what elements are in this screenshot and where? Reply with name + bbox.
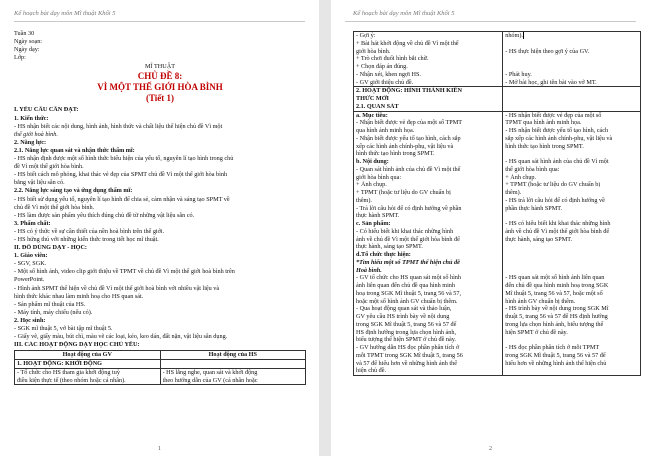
- cell-line: trong lựa chọn hình ảnh, biểu tượng thể: [505, 320, 604, 328]
- cell-line: - HS thực hiện theo gợi ý của GV.: [505, 47, 590, 55]
- section-2-1-heading: 2.1. QUAN SÁT: [356, 102, 399, 110]
- meta-line: Ngày soạn:: [14, 38, 43, 46]
- text-line: PowerPoint.: [14, 276, 45, 284]
- text-line: hình thức khác nhau làm minh hoạ cho HS quan sát.: [14, 292, 144, 300]
- cell-line: mỗi TPMT trong SGK Mĩ thuật 5, trang 56: [356, 351, 463, 359]
- cell-line: - Nhận biết được vẻ đẹp của một số TPMT: [356, 119, 463, 127]
- cell-line: xếp các hình ảnh chính-phụ, vật liệu và: [356, 142, 454, 150]
- cell-line: hiện chủ đề.: [356, 367, 387, 375]
- cell-line: trong SGK Mĩ thuật 5, trang 56 và 57 để: [505, 351, 606, 359]
- text-line: - Một số hình ảnh, video clip giới thiệu về TPMT về chủ đề Vì một thế giới hoà bình trên: [14, 268, 235, 276]
- text-line: I. YÊU CẦU CẦN ĐẠT:: [14, 106, 79, 114]
- cell-line: + TPMT (hoặc tư liệu do GV chuẩn bị: [505, 181, 601, 189]
- student-warmup-cell: [503, 32, 641, 87]
- cell-line: hình ảnh GV chuẩn bị thêm.: [505, 297, 576, 305]
- cell-line: [505, 251, 638, 259]
- cell-line: thực hành SPMT.: [356, 212, 400, 220]
- cell-line: theo hướng dẫn của GV (cá nhân hoặc: [162, 376, 258, 384]
- page-number: 2: [489, 446, 492, 452]
- text-line: chủ đề Vì một thế giới hòa bình.: [14, 203, 95, 211]
- page-1-body: [14, 30, 306, 385]
- cell-line: [505, 259, 638, 267]
- cell-line: - HS trình bày về nội dung trong SGK Mĩ: [505, 305, 609, 313]
- cell-line: *Tìm hiểu một số TPMT thể hiện chủ đề: [356, 258, 460, 266]
- cell-line: - Quan sát hình ảnh của chủ đề Vì một thế: [356, 165, 461, 173]
- text-line: 1. Kiến thức:: [14, 114, 49, 122]
- cell-line: - Trả lời câu hỏi để có định hướng về phần: [356, 204, 462, 212]
- cell-line: a. Mục tiêu:: [356, 111, 388, 119]
- cell-line: + Ảnh chụp.: [356, 181, 387, 189]
- text-cursor: [523, 32, 524, 39]
- cell-line: + Ảnh chụp.: [505, 173, 537, 181]
- cell-line: - Mở bài học, ghi tên bài vào vở MT.: [505, 78, 597, 86]
- cell-line: hoặc một số hình ảnh GV chuẩn bị thêm.: [356, 297, 458, 305]
- cell-line: - HS lắng nghe, quan sát và khởi động: [162, 368, 258, 376]
- activity-table-continued: [353, 31, 641, 376]
- text-line: - HS nhận định được một số hình thức biểu hiện của yếu tố, nguyên lí tạo hình trong chủ: [14, 155, 234, 163]
- cell-line: ảnh về chủ đề Vì một thế giới hòa bình để: [356, 235, 460, 243]
- text-line: - HS biết sử dụng yếu tố, nguyên lí tạo hình để chia sẻ, cảm nhận và sáng tạo SPMT về: [14, 195, 230, 203]
- text-line: - HS nhận biết các nội dung, hình ảnh, hình thức và chất liệu thể hiện chủ đề Vì một: [14, 122, 223, 130]
- cell-line: - GV hướng dẫn HS đọc phần phân tích ở: [356, 344, 460, 351]
- cell-line: - HS đọc phần phân tích ở mỗi TPMT: [505, 344, 600, 351]
- cell-line: - HS quan sát một số hình ảnh liên quan: [505, 274, 605, 282]
- text-line: - SGV, SGK.: [14, 260, 47, 268]
- cell-line: - GV giới thiệu chủ đề.: [356, 78, 414, 86]
- cell-line: sắp xếp các hình ảnh chính-phụ, vật liệu và: [505, 134, 613, 142]
- text-line: - SGK mĩ thuật 5, vở bài tập mĩ thuật 5.: [14, 325, 113, 332]
- cell-line: + Bài hát khởi động về chủ đề Vì một thế: [356, 39, 459, 47]
- cell-line: hiện SPMT ở chủ đề này.: [505, 328, 568, 336]
- cell-line: [505, 267, 638, 275]
- text-line: 2.2. Năng lực sáng tạo và ứng dụng thẩm mĩ:: [14, 187, 133, 195]
- meta-line: Ngày dạy:: [14, 46, 40, 54]
- student-activity-cell: [160, 368, 306, 385]
- cell-line: giới hòa bình.: [356, 47, 391, 55]
- section-2-heading-cont: THỨC MỚI: [356, 95, 389, 102]
- text-line: III. CÁC HOẠT ĐỘNG DẠY HỌC CHỦ YẾU:: [14, 341, 140, 349]
- cell-line: - HS quan sát hình ảnh của chủ đề Vì một: [505, 158, 609, 165]
- cell-line: b. Nội dung:: [356, 158, 389, 165]
- cell-line: - Nhận biết được yếu tố tạo hình, cách sắp: [356, 134, 461, 142]
- text-line: II. ĐỒ DÙNG DẠY - HỌC:: [14, 244, 87, 252]
- lesson-period: (Tiết 1): [145, 93, 175, 104]
- subject-label: MĨ THUẬT: [145, 63, 175, 71]
- cell-line: - HS trả lời câu hỏi để có định hướng về: [505, 196, 605, 204]
- cell-line: thực hành, sáng tạo SPMT.: [505, 235, 573, 243]
- cell-line: nhóm).: [505, 32, 523, 39]
- text-line: 2.1. Năng lực quan sát và nhận thức thẩm mĩ:: [14, 146, 135, 154]
- cell-line: - Nhận xét, khen ngợi HS.: [356, 70, 421, 78]
- cell-line: + Chọn đáp án đúng.: [356, 63, 408, 70]
- text-line: 2. Năng lực:: [14, 138, 47, 146]
- document-page-2: [331, 0, 650, 456]
- text-line: 3. Phẩm chất:: [14, 219, 51, 227]
- student-observe-cell: [503, 111, 641, 376]
- cell-line: và 57 để hiểu hơn về những hình ảnh thể: [356, 359, 457, 367]
- cell-line: Mĩ thuật 5, trang 56 và 57, hoặc một số: [505, 289, 603, 297]
- teacher-warmup-cell: [354, 32, 503, 87]
- cell-line: thực hành, sáng tạo SPMT.: [356, 243, 423, 251]
- cell-line: [505, 40, 638, 48]
- cell-line: hình thức tạo hình trong SPMT.: [356, 150, 435, 158]
- section-heading-cell: [354, 87, 503, 111]
- cell-line: thế giới hòa bình qua:: [505, 165, 560, 173]
- teacher-activity-cell: [15, 368, 161, 385]
- meta-line: Tuần 30: [14, 30, 35, 37]
- cell-line: thuật 5, trang 56 và 57 để HS định hướng: [505, 313, 608, 320]
- section-2-heading: 2. HOẠT ĐỘNG: HÌNH THÀNH KIẾN: [356, 87, 463, 95]
- table-header-gv: Hoạt động của GV: [15, 351, 161, 360]
- cell-line: ảnh liên quan đến chủ đề qua hình minh: [356, 282, 455, 289]
- cell-line: - Phát huy.: [505, 70, 532, 78]
- cell-line: HS định hướng trong lựa chọn hình ảnh,: [356, 328, 457, 336]
- text-line: - Máy tính, máy chiếu (nếu có).: [14, 308, 93, 316]
- cell-line: d.Tổ chức thực hiện:: [356, 251, 411, 258]
- cell-line: [505, 212, 638, 220]
- cell-line: phần thực hành SPMT.: [505, 204, 563, 212]
- text-line: 2. Học sinh:: [14, 316, 46, 324]
- text-line: - Hình ảnh SPMT thể hiện về chủ đề Vì một thế giới hoà bình với nhiều vật liệu và: [14, 284, 220, 292]
- page-header: Kế hoạch bài dạy môn Mĩ thuật Khối 5: [14, 10, 116, 17]
- cell-line: - Gợi ý:: [356, 32, 376, 39]
- cell-line: TPMT qua hình ảnh minh họa.: [505, 119, 582, 127]
- cell-line: - HS nhận biết được vẻ đẹp của một số: [505, 111, 602, 119]
- cell-line: trong SGK Mĩ thuật 5, trang 56 và 57 để: [356, 320, 457, 328]
- cell-line: [505, 63, 638, 71]
- cell-line: Hoà bình.: [356, 266, 382, 274]
- cell-line: GV yêu cầu HS trình bày về nội dung: [356, 313, 450, 320]
- cell-line: hình thức tạo hình trong SPMT.: [505, 142, 584, 150]
- cell-line: + Trò chơi đuổi hình bắt chữ.: [356, 55, 429, 63]
- text-line: đề Vì một thế giới hòa bình.: [14, 163, 84, 171]
- header-divider: [345, 21, 636, 22]
- cell-line: + TPMT (hoặc tư liệu do GV chuẩn bị: [356, 189, 451, 196]
- header-divider: [14, 21, 305, 22]
- meta-line: Lớp:: [14, 54, 26, 62]
- activity-table: [14, 350, 306, 385]
- cell-line: thêm).: [505, 189, 522, 196]
- text-line: - HS làm được sản phẩm yêu thích đúng chủ đề từ những vật liệu sẵn có.: [14, 211, 195, 219]
- activity-heading: 1. HOẠT ĐỘNG: KHỞI ĐỘNG: [15, 360, 161, 369]
- lesson-title: VÌ MỘT THẾ GIỚI HÒA BÌNH: [97, 82, 223, 93]
- cell-line: - Tổ chức cho HS tham gia khởi động tuỳ: [17, 368, 120, 376]
- lesson-content: [14, 106, 306, 349]
- cell-line: qua hình ảnh minh họa.: [356, 127, 415, 134]
- page-number: 1: [158, 446, 161, 452]
- text-line: - Sản phẩm mĩ thuật của HS.: [14, 300, 86, 308]
- document-page-1: [0, 0, 319, 456]
- text-line: thế giới hoà bình.: [14, 130, 58, 138]
- cell-line: biểu tượng thể hiện SPMT ở chủ đề này.: [356, 336, 456, 344]
- cell-line: [505, 150, 638, 158]
- cell-line: - Có hiểu biết khi khai thác những hình: [356, 227, 454, 235]
- cell-line: - HS có hiểu biết khi khai thác những hình: [505, 220, 611, 227]
- cell-line: thêm).: [356, 196, 372, 204]
- cell-line: - GV tổ chức cho HS quan sát một số hình: [356, 274, 461, 282]
- cell-line: [505, 336, 638, 344]
- text-line: bằng vật liệu sẵn có.: [14, 179, 65, 187]
- cell-line: c. Sản phẩm:: [356, 220, 391, 227]
- text-line: - HS có ý thức về sự cần thiết của nền hoà bình trên thế giới.: [14, 227, 165, 235]
- cell-line: - HS nhận biết được yếu tố tạo hình, cách: [505, 127, 609, 134]
- teacher-observe-cell: [354, 111, 503, 376]
- cell-line: ảnh về chủ đề Vì một thế giới hòa bình để: [505, 227, 610, 235]
- text-line: 1. Giáo viên:: [14, 252, 48, 260]
- table-header-hs: Hoạt động của HS: [160, 351, 306, 360]
- cell-line: hoạ trong SGK Mĩ thuật 5, trang 56 và 57,: [356, 289, 462, 297]
- lesson-meta: [14, 30, 306, 62]
- cell-line: giới hòa bình qua:: [356, 173, 402, 181]
- cell-line: [505, 243, 638, 251]
- text-line: - HS hứng thú với những kiến thức trong tiết học mĩ thuật.: [14, 235, 159, 243]
- topic-number: CHỦ ĐỀ 8:: [137, 71, 183, 82]
- cell-line: - Qua hoạt động quan sát và thảo luận,: [356, 305, 452, 313]
- page-header: Kế hoạch bài dạy môn Mĩ thuật Khối 5: [353, 10, 455, 17]
- text-line: - Giấy vẽ, giấy màu, bút chì, màu vẽ các loại, kéo, keo dán, đất nặn, vật liệu sẵn dụng.: [14, 333, 228, 341]
- cell-line: hiểu hơn về những hình ảnh thể hiện chủ: [505, 359, 607, 367]
- cell-line: đến chủ đề qua hình minh hoạ trong SGK: [505, 282, 609, 289]
- cell-line: [505, 55, 638, 63]
- cell-line: điều kiện thực tế (theo nhóm hoặc cá nhân).: [17, 376, 126, 384]
- text-line: - HS biết cách mô phỏng, khai thác vẻ đẹp của SPMT chủ đề Vì một thế giới hòa bình: [14, 171, 228, 179]
